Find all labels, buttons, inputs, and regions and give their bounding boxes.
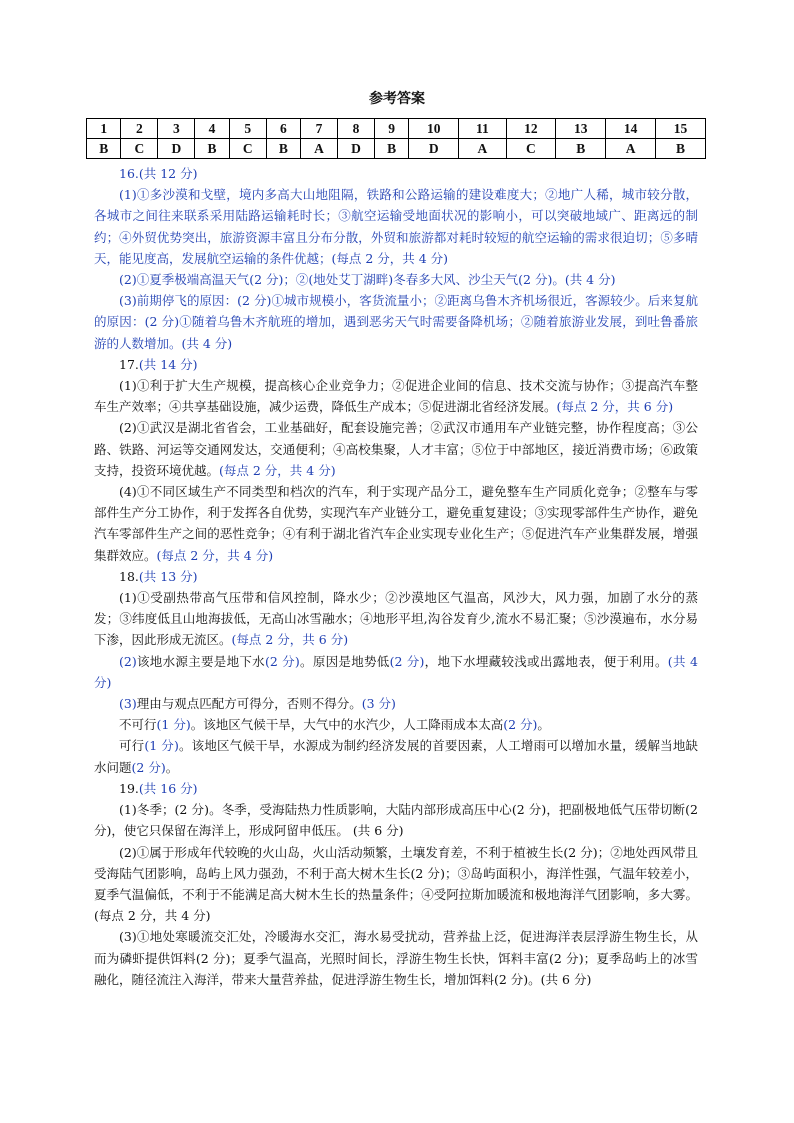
answer-text: ，地下水埋藏较浅或出露地表，便于利用。 — [424, 653, 668, 669]
answer-paragraph — [94, 184, 698, 269]
answer-text: 可行 — [119, 738, 145, 754]
score-note: (共 16 分) — [138, 780, 198, 796]
score-note: (1 分) — [144, 738, 179, 754]
answer-paragraph — [94, 735, 698, 777]
answer-paragraph — [94, 354, 698, 375]
answer-cell: C — [506, 139, 556, 159]
score-note: (2)①夏季极端高温天气(2 分)；②(地处艾丁湖畔)冬春多大风、沙尘天气(2 分)。(共 4 分) — [119, 272, 616, 288]
score-note: (3) — [119, 696, 137, 712]
question-number-cell: 3 — [158, 119, 195, 139]
answer-paragraph — [94, 778, 698, 799]
question-number-cell: 15 — [656, 119, 706, 139]
answer-paragraph — [94, 714, 698, 735]
answer-text: 17. — [119, 356, 139, 372]
answer-text: 。该地区气候干旱，水源成为制约经济发展的首要因素，人工增雨可以增加水量，缓解当地缺水问题 — [94, 738, 698, 775]
question-number-cell: 9 — [374, 119, 408, 139]
score-note: (每点 2 分，共 4 分) — [156, 547, 274, 563]
answer-text: 不可行 — [119, 717, 157, 733]
answer-row — [87, 139, 706, 159]
answer-cell: B — [87, 139, 121, 159]
answer-cell: D — [158, 139, 195, 159]
question-number-row — [87, 119, 706, 139]
score-note: (每点 2 分，共 6 分) — [556, 399, 674, 415]
answer-cell: A — [301, 139, 338, 159]
score-note: (2) — [119, 653, 137, 669]
question-number-cell: 13 — [556, 119, 606, 139]
answer-cell: B — [656, 139, 706, 159]
answer-text: (2)①属于形成年代较晚的火山岛，火山活动频繁，土壤发育差，不利于植被生长(2 分)；②地处西风带且受海陆气团影响，岛屿上风力强劲，不利于高大树木生长(2 分)；③岛屿面积小，海洋性强，气温年较差小，夏季气温偏低，不利于不能满足高大树木生长的热量条件；④受阿拉斯加暖流和极地海洋气团影响，多大雾。(每点 2 分，共 4 分) — [94, 844, 698, 924]
score-note: (1 分) — [156, 717, 191, 733]
score-note: (1)①多沙漠和戈壁，境内多高大山地阻隔，铁路和公路运输的建设难度大；②地广人稀，城市较分散，各城市之间往来联系采用陆路运输耗时长；③航空运输受地面状况的影响小，可以突破地域广、距离远的制约；④外贸优势突出，旅游资源丰富且分布分散，外贸和旅游都对耗时较短的航空运输的需求很迫切；⑤多晴天，能见度高，发展航空运输的条件优越；(每点 2 分，共 4 分) — [94, 187, 698, 266]
question-number-cell: 2 — [121, 119, 158, 139]
answer-explanations — [94, 163, 698, 990]
answer-text: 。该地区气候干旱，大气中的水汽少，人工降雨成本太高 — [190, 717, 504, 733]
question-number-cell: 5 — [229, 119, 266, 139]
answer-text: 理由与观点匹配方可得分，否则不得分。 — [136, 696, 362, 712]
question-number-cell: 12 — [506, 119, 556, 139]
question-number-cell: 8 — [338, 119, 375, 139]
answer-cell: B — [556, 139, 606, 159]
answer-text: 该地水源主要是地下水 — [136, 653, 265, 669]
answer-cell: A — [606, 139, 656, 159]
score-note: 16.(共 12 分) — [119, 166, 198, 181]
answer-text: 。原因是地势低 — [299, 653, 390, 669]
score-note: (3 分) — [361, 696, 396, 712]
answer-cell: C — [121, 139, 158, 159]
answer-paragraph — [94, 651, 698, 693]
answer-text: (1)①利于扩大生产规模，提高核心企业竞争力；②促进企业间的信息、技术交流与协作；③提高汽车整车生产效率；④共享基础设施，减少运费，降低生产成本；⑤促进湖北省经济发展。 — [94, 378, 698, 415]
answer-paragraph — [94, 693, 698, 714]
answer-cell: D — [338, 139, 375, 159]
question-number-cell: 11 — [459, 119, 506, 139]
score-note: (每点 2 分，共 6 分) — [231, 632, 349, 648]
answer-text: (1)冬季；(2 分)。冬季，受海陆热力性质影响，大陆内部形成高压中心(2 分)，把副极地低气压带切断(2 分)，使它只保留在海洋上，形成阿留申低压。 (共 6 分) — [94, 802, 698, 839]
score-note: (3)前期停飞的原因：(2 分)①城市规模小，客货流量小；②距离乌鲁木齐机场很近，客源较少。后来复航的原因：(2 分)①随着乌鲁木齐航班的增加，遇到恶劣天气时需要备降机场；②随着旅游业发展，到吐鲁番旅游的人数增加。(共 4 分) — [94, 293, 698, 351]
answer-cell: B — [374, 139, 408, 159]
answer-text: (4)①不同区域生产不同类型和档次的汽车，利于实现产品分工，避免整车生产同质化竞争；②整车与零部件生产分工协作，利于发挥各自优势，实现汽车产业链分工，避免重复建设；③实现零部件生产协作，避免汽车零部件生产之间的恶性竞争；④有利于湖北省汽车企业实现专业化生产；⑤促进汽车产业集群发展，增强集群效应。 — [94, 484, 698, 563]
answer-paragraph — [94, 926, 698, 990]
answer-paragraph — [94, 799, 698, 841]
score-note: (2 分) — [131, 759, 166, 775]
answer-paragraph — [94, 566, 698, 587]
answer-text: (3)①地处寒暖流交汇处，冷暖海水交汇，海水易受扰动，营养盐上泛，促进海洋表层浮游生物生长，从而为磷虾提供饵料(2 分)；夏季气温高，光照时间长，浮游生物生长快，饵料丰富(2 分)；夏季岛屿上的冰雪融化，随径流注入海洋，带来大量营养盐，促进浮游生物生长，增加饵料(2 分)。(共 6 分) — [94, 929, 698, 987]
answer-cell: C — [229, 139, 266, 159]
score-note: (每点 2 分，共 4 分) — [219, 462, 336, 478]
answer-paragraph — [94, 587, 698, 651]
score-note: (共 13 分) — [138, 568, 198, 584]
score-note: (共 14 分) — [138, 356, 198, 372]
answer-paragraph — [94, 417, 698, 481]
answer-paragraph — [94, 842, 698, 927]
question-number-cell: 14 — [606, 119, 656, 139]
answer-paragraph — [94, 290, 698, 354]
answer-paragraph — [94, 269, 698, 290]
answer-paragraph — [94, 163, 698, 184]
answer-cell: A — [459, 139, 506, 159]
score-note: (2 分) — [264, 653, 300, 669]
answer-text: (2)①武汉是湖北省省会，工业基础好，配套设施完善；②武汉市通用车产业链完整，协作程度高；③公路、铁路、河运等交通网发达，交通便利；④高校集聚，人才丰富；⑤位于中部地区，接近消费市场；⑥政策支持，投资环境优越。 — [94, 420, 698, 478]
answer-cell: D — [409, 139, 459, 159]
score-note: (2 分) — [389, 653, 425, 669]
answer-key-table — [86, 118, 706, 159]
answer-text: 。 — [165, 759, 179, 775]
score-note: (2 分) — [503, 717, 538, 733]
answer-paragraph — [94, 481, 698, 566]
answer-cell: B — [266, 139, 300, 159]
answer-text: 19. — [119, 780, 139, 796]
page-title: 参考答案 — [369, 91, 425, 107]
answer-text: 。 — [537, 717, 550, 733]
question-number-cell: 1 — [87, 119, 121, 139]
answer-text: 18. — [119, 568, 139, 584]
score-note: (共 4 分) — [94, 653, 698, 690]
question-number-cell: 7 — [301, 119, 338, 139]
question-number-cell: 4 — [195, 119, 229, 139]
question-number-cell: 10 — [409, 119, 459, 139]
answer-paragraph — [94, 375, 698, 417]
question-number-cell: 6 — [266, 119, 300, 139]
answer-text: (1)①受副热带高气压带和信风控制，降水少；②沙漠地区气温高，风沙大，风力强，加剧了水分的蒸发；③纬度低且山地海拔低，无高山冰雪融水；④地形平坦,沟谷发育少,流水不易汇聚；⑤沙漠遍布，水分易下渗，因此形成无流区。 — [94, 590, 698, 648]
answer-cell: B — [195, 139, 229, 159]
